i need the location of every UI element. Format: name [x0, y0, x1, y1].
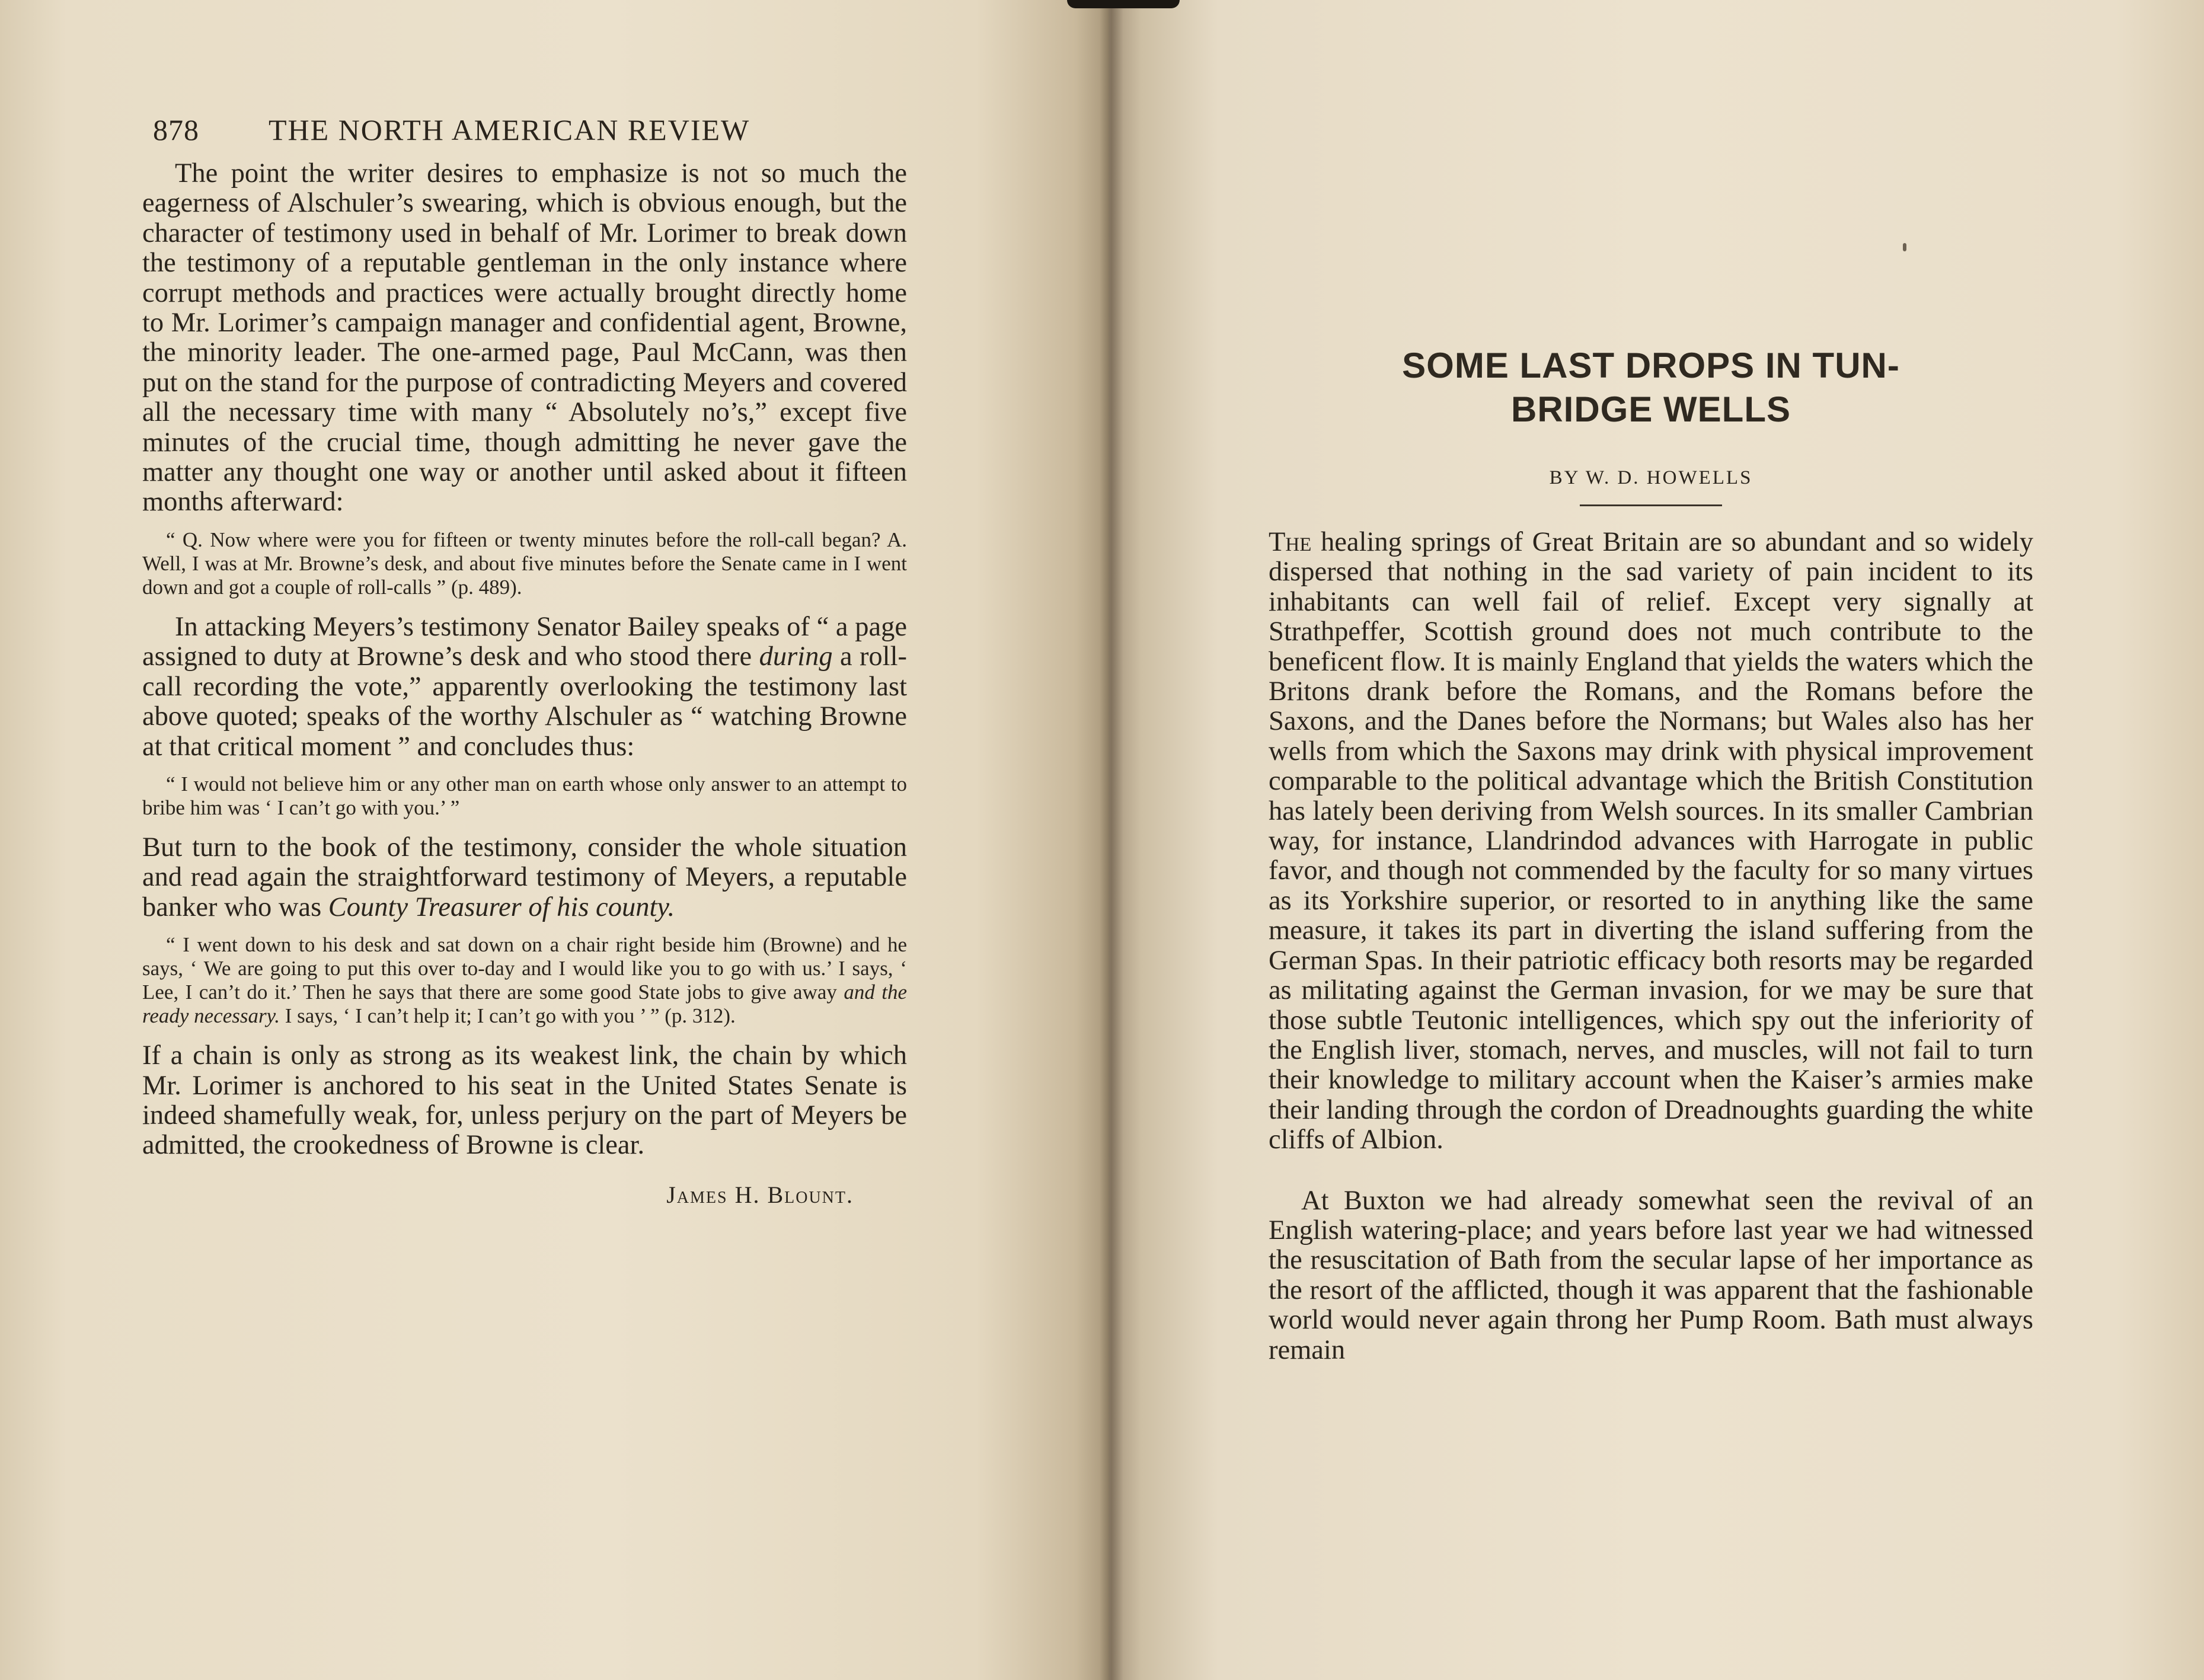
article-title [1269, 344, 2033, 432]
quote-3-text-b: I says, ‘ I can’t help it; I can’t go with you ’ ” (p. 312). [279, 1004, 736, 1028]
paragraph-3 [142, 833, 907, 922]
title-line-2: BRIDGE WELLS [1511, 389, 1791, 429]
left-page-text [142, 113, 907, 1209]
right-page-text [1269, 344, 2033, 1365]
paragraph-3-text: But turn to the book of the testimony, consider the whole situation and read again the straightforward testimony of Meyers, a reputable banker who was [142, 832, 907, 922]
quote-2: “ I would not believe him or any other man on earth whose only answer to an attempt to bribe him was ‘ I can’t go with you.’ ” [142, 772, 907, 819]
paragraph-4: If a chain is only as strong as its weakest link, the chain by which Mr. Lorimer is anchored to his seat in the United States Senate is indeed shamefully weak, for, unless perjury on the part of Meyers be admitted, the crookedness of Browne is clear. [142, 1040, 907, 1161]
quote-1: “ Q. Now where were you for fifteen or twenty minutes before the roll-call began? A. Well, I was at Mr. Browne’s desk, and about five minutes before the Senate came in I went down and got a couple of roll-calls ” (p. 489). [142, 528, 907, 599]
paragraph-2 [142, 612, 907, 762]
quote-3 [142, 933, 907, 1028]
journal-title: THE NORTH AMERICAN REVIEW [269, 113, 750, 146]
opening-word: The [1269, 527, 1312, 557]
article-paragraph-2: At Buxton we had already somewhat seen the revival of an English watering-place; and years before last year we had witnessed the resuscitation of Bath from the secular lapse of her importance as the resort of the afflicted, though it was apparent that the fashionable world would never again throng her Pump Room. Bath must always remain [1269, 1185, 2033, 1365]
author-signature: James H. Blount. [666, 1181, 854, 1208]
quote-3-text-a: “ I went down to his desk and sat down on a chair right beside him (Browne) and he says, ‘ We are going to put this over to-day and I would like you to go with us.’ I says, ‘ Lee, I can’t do it.’ Then he says that there are some good State jobs to give away [142, 933, 907, 1004]
page-number: 878 [153, 113, 199, 146]
paragraph-2-text-b: a roll-call recording the vote,” apparently overlooking the testimony last above quoted; speaks of the worthy Alschuler as “ watching Browne at that critical moment ” and concludes thus: [142, 641, 908, 762]
byline: BY W. D. HOWELLS [1549, 467, 1753, 488]
paragraph-3-emphasis: County Treasurer of his county. [328, 892, 675, 922]
title-rule [1580, 504, 1722, 506]
book-spine [1067, 0, 1180, 8]
quote-3-emphasis: and the ready necessary. [142, 980, 907, 1028]
paragraph-2-text-a: In attacking Meyers’s testimony Senator Bailey speaks of “ a page assigned to duty at Browne’s desk and who stood there [142, 611, 907, 672]
spine-shadow [1100, 0, 1123, 1680]
title-line-1: SOME LAST DROPS IN TUN- [1402, 346, 1900, 385]
paper-speck [1903, 243, 1906, 251]
running-head [153, 113, 907, 147]
article-paragraph-1 [1269, 528, 2033, 1155]
article-paragraph-1-text: healing springs of Great Britain are so abundant and so widely dispersed that nothing in the sad variety of pain incident to its inhabitants can well fail of relief. Except very signally at Strathpeffer, Scottish ground does not much contribute to the beneficent flow. It is mainly England that yields the waters which the Britons drank before the Romans, and the Romans before the Saxons, and the Danes before the Normans; but Wales also has her wells from which the Saxons may drink with physical improvement comparable to the political advantage which the British Constitution has lately been deriving from Welsh sources. In its smaller Cambrian way, for instance, Llandrindod advances with Harrogate in public favor, and though not commended by the faculty for so many virtues as its Yorkshire superior, or resorted to in anything like the same measure, it takes its part in diverting the island suffering from the German Spas. In their patriotic efficacy both resorts may be regarded as militating against the German invasion, for we may be sure that those subtle Teutonic intelligences, which spy out the inferiority of the English liver, stomach, nerves, and muscles, will not fail to turn their knowledge to military account when the Kaiser’s armies make their landing through the cordon of Dreadnoughts guarding the white cliffs of Albion. [1269, 527, 2033, 1155]
paragraph-2-emphasis: during [759, 641, 833, 672]
paragraph-1: The point the writer desires to emphasize is not so much the eagerness of Alschuler’s swearing, which is obvious enough, but the character of testimony used in behalf of Mr. Lorimer to break down the testimony of a reputable gentleman in the only instance where corrupt methods and practices were actually brought directly home to Mr. Lorimer’s campaign manager and confidential agent, Browne, the minority leader. The one-armed page, Paul McCann, was then put on the stand for the purpose of contradicting Meyers and covered all the necessary time with many “ Absolutely no’s,” except five minutes of the crucial time, though admitting he never gave the matter any thought one way or another until asked about it fifteen months afterward: [142, 158, 907, 518]
